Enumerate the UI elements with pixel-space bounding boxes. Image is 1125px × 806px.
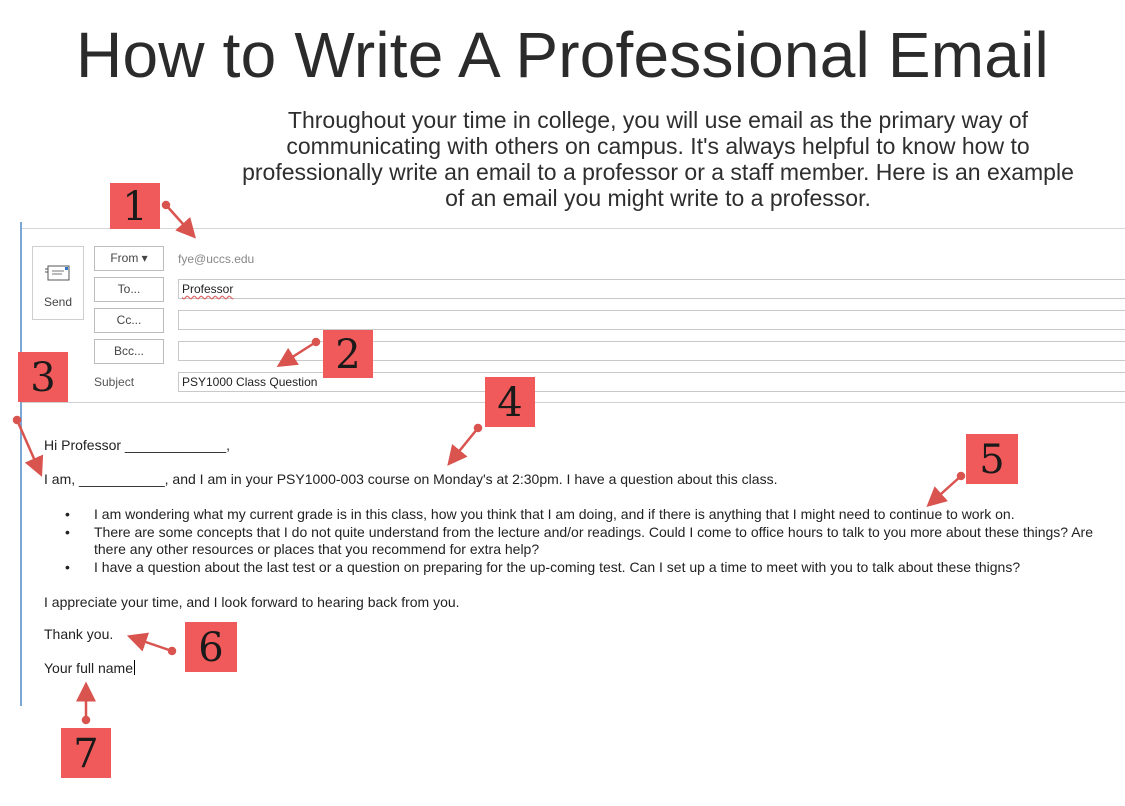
intro-line: I am, ___________, and I am in your PSY1000-003 course on Monday's at 2:30pm. I have a question about this class. — [44, 471, 778, 487]
arrow-6 — [134, 638, 172, 651]
to-button[interactable]: To... — [94, 277, 164, 302]
from-button[interactable]: From ▾ — [94, 246, 164, 271]
bullet-item: • I am wondering what my current grade is in this class, how you think that I am doing, and if there is anything that I might need to continue to work on. — [44, 506, 1114, 523]
closing-line: I appreciate your time, and I look forward to hearing back from you. — [44, 594, 460, 610]
arrow-1 — [166, 205, 191, 233]
annotation-3: 3 — [18, 352, 68, 402]
subject-label: Subject — [94, 375, 135, 389]
annotation-6: 6 — [185, 622, 237, 672]
subject-field[interactable]: PSY1000 Class Question — [178, 372, 1125, 392]
bullet-item: • There are some concepts that I do not quite understand from the lecture and/or readings. Could I come to office hours to talk to you more about these things? Are there any other resources or places that you recommend for extra help? — [44, 524, 1114, 558]
send-button-label: Send — [43, 295, 73, 309]
arrow-3 — [17, 420, 39, 470]
annotation-4: 4 — [485, 377, 535, 427]
greeting-line: Hi Professor _____________, — [44, 437, 231, 453]
annotation-2: 2 — [323, 330, 373, 378]
intro-paragraph: Throughout your time in college, you will use email as the primary way of communicating with others on campus. It's always helpful to know how to professionally write an email to a professor or a staff member. Here is an example of an email you might write to a professor. — [242, 107, 1074, 211]
cc-button[interactable]: Cc... — [94, 308, 164, 333]
bcc-button[interactable]: Bcc... — [94, 339, 164, 364]
annotation-5: 5 — [966, 434, 1018, 484]
annotation-7: 7 — [61, 728, 111, 778]
arrow-2 — [283, 342, 316, 363]
arrow-4 — [452, 428, 478, 460]
to-recipient: Professor — [182, 282, 234, 296]
annotation-1: 1 — [110, 183, 160, 229]
signature-text: Your full name — [44, 660, 133, 676]
sign-off: Thank you. — [44, 626, 114, 642]
page-title: How to Write A Professional Email — [76, 19, 1049, 91]
from-address: fye@uccs.edu — [178, 252, 255, 266]
bullet-item: • I have a question about the last test or a question on preparing for the up-coming test. Can I set up a time to meet with you to talk about these thigns? — [44, 559, 1114, 576]
arrow-5 — [932, 476, 961, 502]
